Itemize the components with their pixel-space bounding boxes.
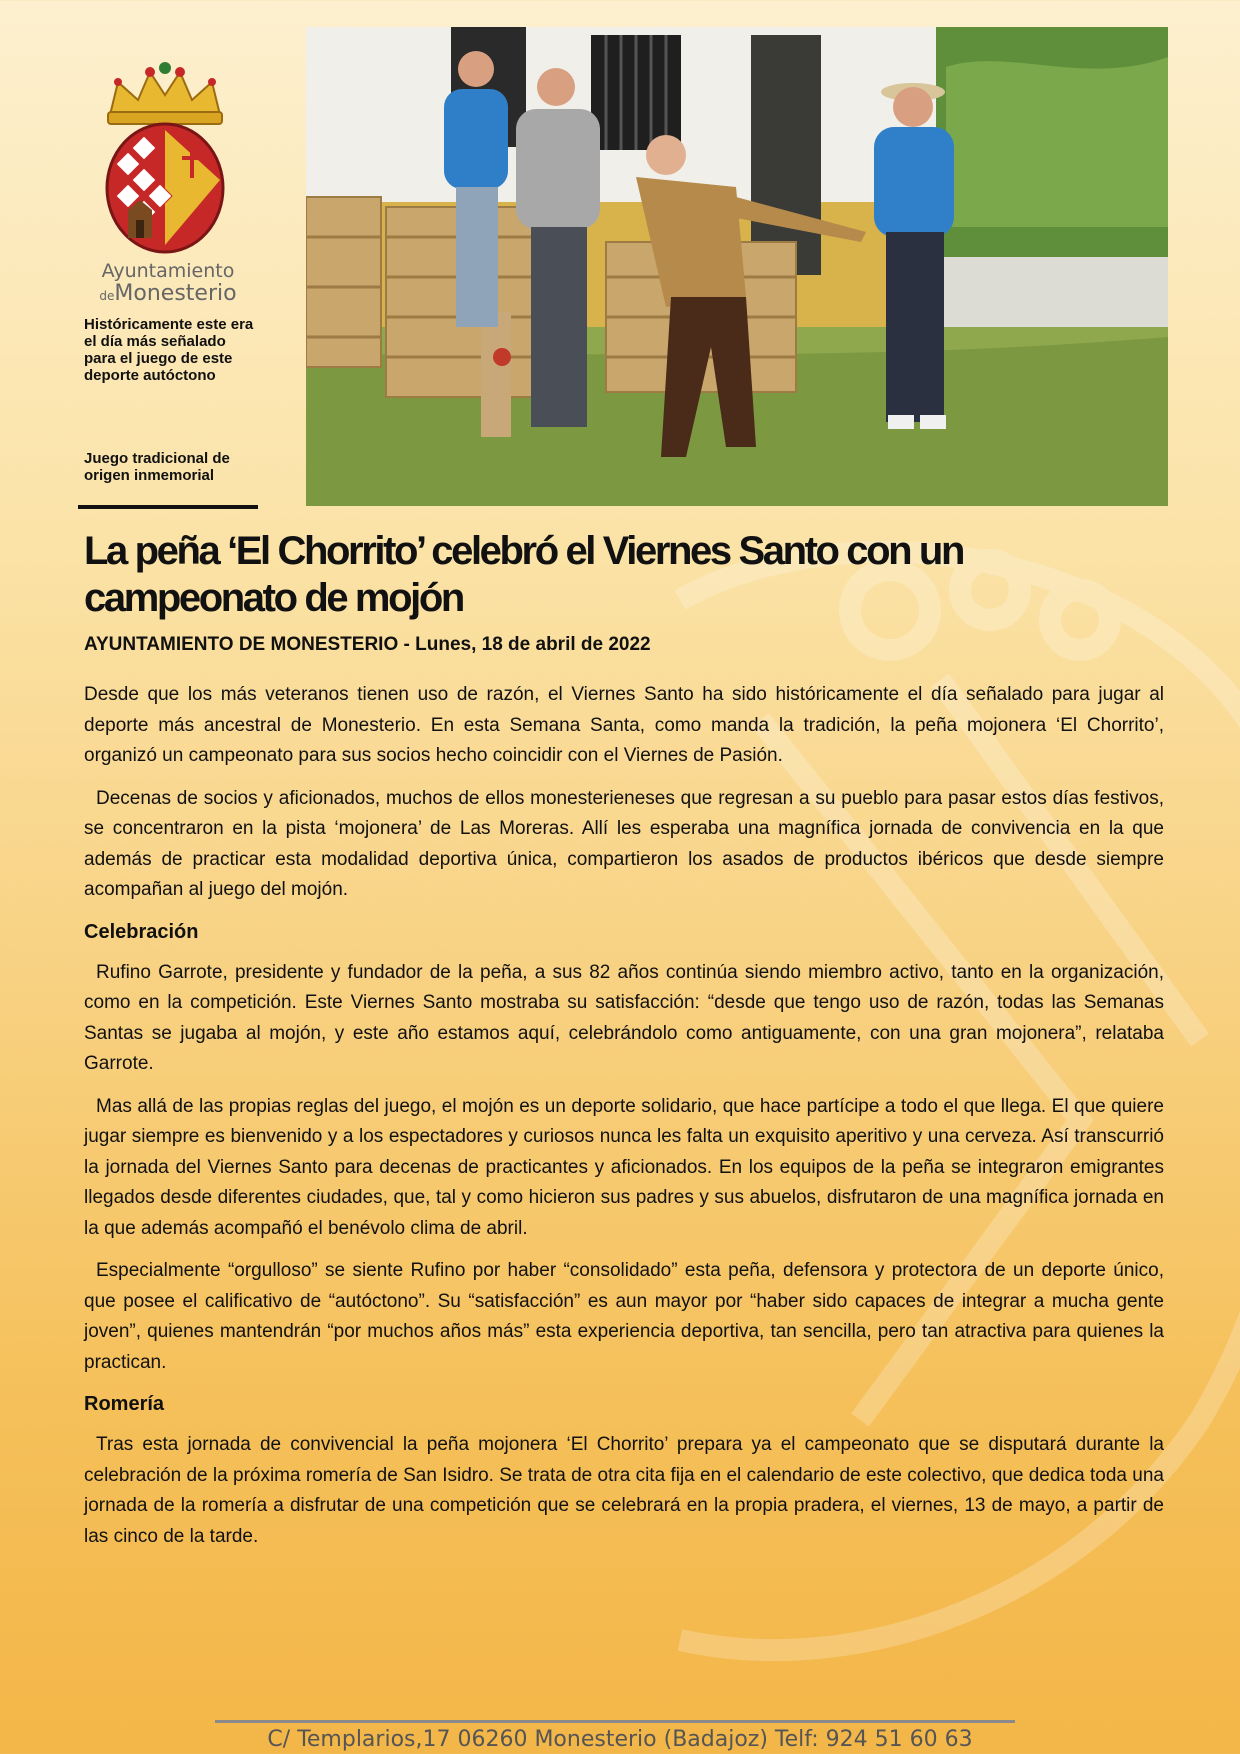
paragraph: Mas allá de las propias reglas del juego, el mojón es un deporte solidario, que hace partícipe a todo el que llega. El que quiere jugar siempre es bienvenido y a los espectadores y curiosos nunca les falta un exquisito aperitivo y una cerveza. Así transcurrió la jornada del Viernes Santo para decenas de practicantes y aficionados. En los equipos de la peña se integraron emigrantes llegados desde diferentes ciudades, que, tal y como hicieron sus padres y sus abuelos, disfrutaron de una magnífica jornada en la que además acompañó el benévolo clima de abril. [84,1095,1164,1239]
article-headline: La peña ‘El Chorrito’ celebró el Viernes Santo con un campeonato de mojón [84,529,963,620]
sidebar-note-historic: Históricamente este era el día más señalado para el juego de este deporte autóctono [84,316,254,384]
logo-name-town: Monesterio [114,281,237,306]
logo-name-line1: Ayuntamiento [101,260,235,282]
article-byline [84,634,651,656]
paragraph: Especialmente “orgulloso” se siente Rufino por haber “consolidado” esta peña, defensora y protectora de un deporte único, que posee el calificativo de “autóctono”. Su “satisfacción” es aun mayor por “haber sido capaces de integrar a mucha gente joven”, quienes mantendrán “por muchos años más” esta experiencia deportiva, tan sencilla, pero tan atractiva para quienes la practican. [84,1260,1164,1373]
paragraph: Tras esta jornada de convivencial la peña mojonera ‘El Chorrito’ prepara ya el campeonato que se disputará durante la celebración de la próxima romería de San Isidro. Se trata de otra cita fija en el calendario de este colectivo, que dedica toda una jornada de la romería a disfrutar de una competición que se celebrará en la propia pradera, el viernes, 13 de mayo, a partir de las cinco de la tarde. [84,1434,1164,1547]
sidebar-note-traditional: Juego tradicional de origen inmemorial [84,450,230,484]
byline-organization: AYUNTAMIENTO DE MONESTERIO - [84,634,410,655]
article-photo [306,27,1168,506]
article-body [84,680,1164,1564]
footer-divider [215,1720,1015,1723]
section-heading: Celebración [84,920,199,943]
logo-name-prefix: de [99,289,115,303]
paragraph: Desde que los más veteranos tienen uso de razón, el Viernes Santo ha sido históricamente el día señalado para jugar al deporte más ancestral de Monesterio. En esta Semana Santa, como manda la tradición, la peña mojonera ‘El Chorrito’, organizó un campeonato para sus socios hecho coincidir con el Viernes de Pasión. [84,684,1164,766]
footer-address: C/ Templarios,17 06260 Monesterio (Badajoz) Telf: 924 51 60 63 [267,1727,973,1752]
monesterio-crest-logo [90,60,240,255]
shield-icon [107,124,223,252]
player-figure [874,83,954,429]
paragraph: Rufino Garrote, presidente y fundador de la peña, a sus 82 años continúa siendo miembro activo, tanto en la organización, como en la competición. Este Viernes Santo mostraba su satisfacción: “desde que tengo uso de razón, todas las Semanas Santas se jugaba al mojón, y este año estamos aquí, celebrándolo como antiguamente, con una gran mojonera”, relataba Garrote. [84,961,1164,1074]
section-heading: Romería [84,1393,165,1415]
crown-icon [108,62,222,124]
byline-date: Lunes, 18 de abril de 2022 [415,634,651,655]
paragraph: Decenas de socios y aficionados, muchos de ellos monesterieneses que regresan a su pueblo para pasar estos días festivos, se concentraron en la pista ‘mojonera’ de Las Moreras. Allí les esperaba una magnífica jornada de convivencia en la que además de practicar esta modalidad deportiva única, compartieron los asados de productos ibéricos que desde siempre acompañan al juego del mojón. [84,787,1164,900]
sidebar-divider [78,505,258,509]
logo-name-line2 [88,281,248,306]
